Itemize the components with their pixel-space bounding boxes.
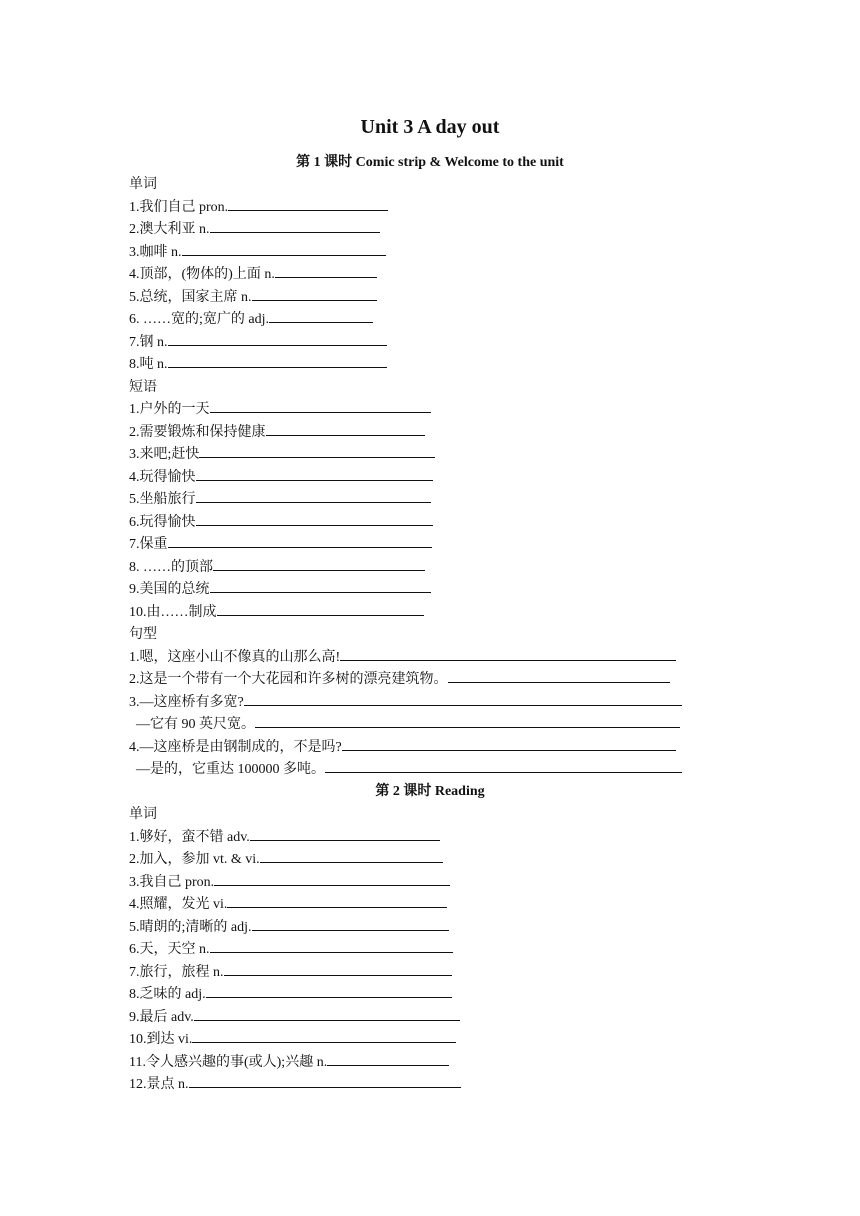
sentence-item: —是的，它重达 100000 多吨。 [129, 759, 749, 782]
vocab-item: 7.钢 n. [129, 332, 749, 355]
answer-blank[interactable] [340, 647, 676, 661]
vocab-item: 6.天，天空 n. [129, 939, 749, 962]
answer-blank[interactable] [217, 602, 424, 616]
lesson2-heading: 第 2 课时 Reading [375, 783, 485, 799]
answer-blank[interactable] [199, 444, 435, 458]
answer-blank[interactable] [244, 692, 682, 706]
vocab-item: 12.景点 n. [129, 1074, 749, 1097]
sentence-item: 1.嗯，这座小山不像真的山那么高! [129, 647, 749, 670]
sentence-item: 2.这是一个带有一个大花园和许多树的漂亮建筑物。 [129, 669, 749, 692]
answer-blank[interactable] [194, 1007, 460, 1021]
answer-blank[interactable] [342, 737, 676, 751]
sentence-item: 4.—这座桥是由钢制成的，不是吗? [129, 737, 749, 760]
answer-blank[interactable] [210, 219, 380, 233]
phrase-item: 5.坐船旅行 [129, 489, 749, 512]
answer-blank[interactable] [255, 714, 680, 728]
vocab-item: 8.乏味的 adj. [129, 984, 749, 1007]
sentence-item: —它有 90 英尺宽。 [129, 714, 749, 737]
answer-blank[interactable] [266, 422, 425, 436]
vocab-item: 8.吨 n. [129, 354, 749, 377]
answer-blank[interactable] [275, 264, 377, 278]
answer-blank[interactable] [210, 399, 431, 413]
answer-blank[interactable] [196, 512, 433, 526]
vocab-item: 3.咖啡 n. [129, 242, 749, 265]
answer-blank[interactable] [325, 759, 682, 773]
answer-blank[interactable] [252, 917, 449, 931]
phrase-item: 10.由……制成 [129, 602, 749, 625]
answer-blank[interactable] [213, 557, 425, 571]
phrase-item: 7.保重 [129, 534, 749, 557]
answer-blank[interactable] [210, 939, 453, 953]
vocab-item: 2.澳大利亚 n. [129, 219, 749, 242]
answer-blank[interactable] [196, 467, 433, 481]
vocab-item: 4.顶部，(物体的)上面 n. [129, 264, 749, 287]
answer-blank[interactable] [168, 332, 387, 346]
lesson1-heading: 第 1 课时 Comic strip & Welcome to the unit [296, 155, 564, 170]
phrase-item: 1.户外的一天 [129, 399, 749, 422]
answer-blank[interactable] [168, 534, 432, 548]
answer-blank[interactable] [168, 354, 387, 368]
vocab-item: 11.令人感兴趣的事(或人);兴趣 n. [129, 1052, 749, 1075]
answer-blank[interactable] [228, 197, 388, 211]
answer-blank[interactable] [224, 962, 452, 976]
sentence-item: 3.—这座桥有多宽? [129, 692, 749, 715]
answer-blank[interactable] [189, 1074, 461, 1088]
page-title: Unit 3 A day out [360, 116, 500, 138]
section-header-sentences: 句型 [129, 627, 157, 642]
answer-blank[interactable] [250, 827, 440, 841]
answer-blank[interactable] [227, 894, 447, 908]
vocab-item: 5.总统，国家主席 n. [129, 287, 749, 310]
phrase-item: 2.需要锻炼和保持健康 [129, 422, 749, 445]
answer-blank[interactable] [192, 1029, 456, 1043]
answer-blank[interactable] [260, 849, 443, 863]
section-header-phrases: 短语 [129, 379, 157, 395]
vocab-item: 2.加入，参加 vt. & vi. [129, 849, 749, 872]
lesson2-heading-row [129, 782, 749, 805]
answer-blank[interactable] [327, 1052, 449, 1066]
answer-blank[interactable] [214, 872, 450, 886]
vocab-item: 4.照耀，发光 vi. [129, 894, 749, 917]
vocab-item: 1.够好，蛮不错 adv. [129, 827, 749, 850]
vocab-item: 7.旅行，旅程 n. [129, 962, 749, 985]
vocab-item: 5.晴朗的;清晰的 adj. [129, 917, 749, 940]
answer-blank[interactable] [252, 287, 377, 301]
phrase-item: 9.美国的总统 [129, 579, 749, 602]
section-header-vocab: 单词 [129, 807, 157, 822]
vocab-item: 1.我们自己 pron. [129, 197, 749, 220]
phrase-item: 3.来吧;赶快 [129, 444, 749, 467]
answer-blank[interactable] [182, 242, 386, 256]
section-header-vocab: 单词 [129, 177, 157, 192]
phrase-item: 8. ……的顶部 [129, 557, 749, 580]
phrase-item: 6.玩得愉快 [129, 512, 749, 535]
answer-blank[interactable] [210, 579, 431, 593]
answer-blank[interactable] [196, 489, 431, 503]
vocab-item: 10.到达 vi. [129, 1029, 749, 1052]
worksheet-content [129, 174, 749, 1097]
vocab-item: 3.我自己 pron. [129, 872, 749, 895]
vocab-item: 9.最后 adv. [129, 1007, 749, 1030]
vocab-item: 6. ……宽的;宽广的 adj. [129, 309, 749, 332]
answer-blank[interactable] [448, 669, 670, 683]
phrase-item: 4.玩得愉快 [129, 467, 749, 490]
answer-blank[interactable] [269, 309, 373, 323]
answer-blank[interactable] [206, 984, 452, 998]
